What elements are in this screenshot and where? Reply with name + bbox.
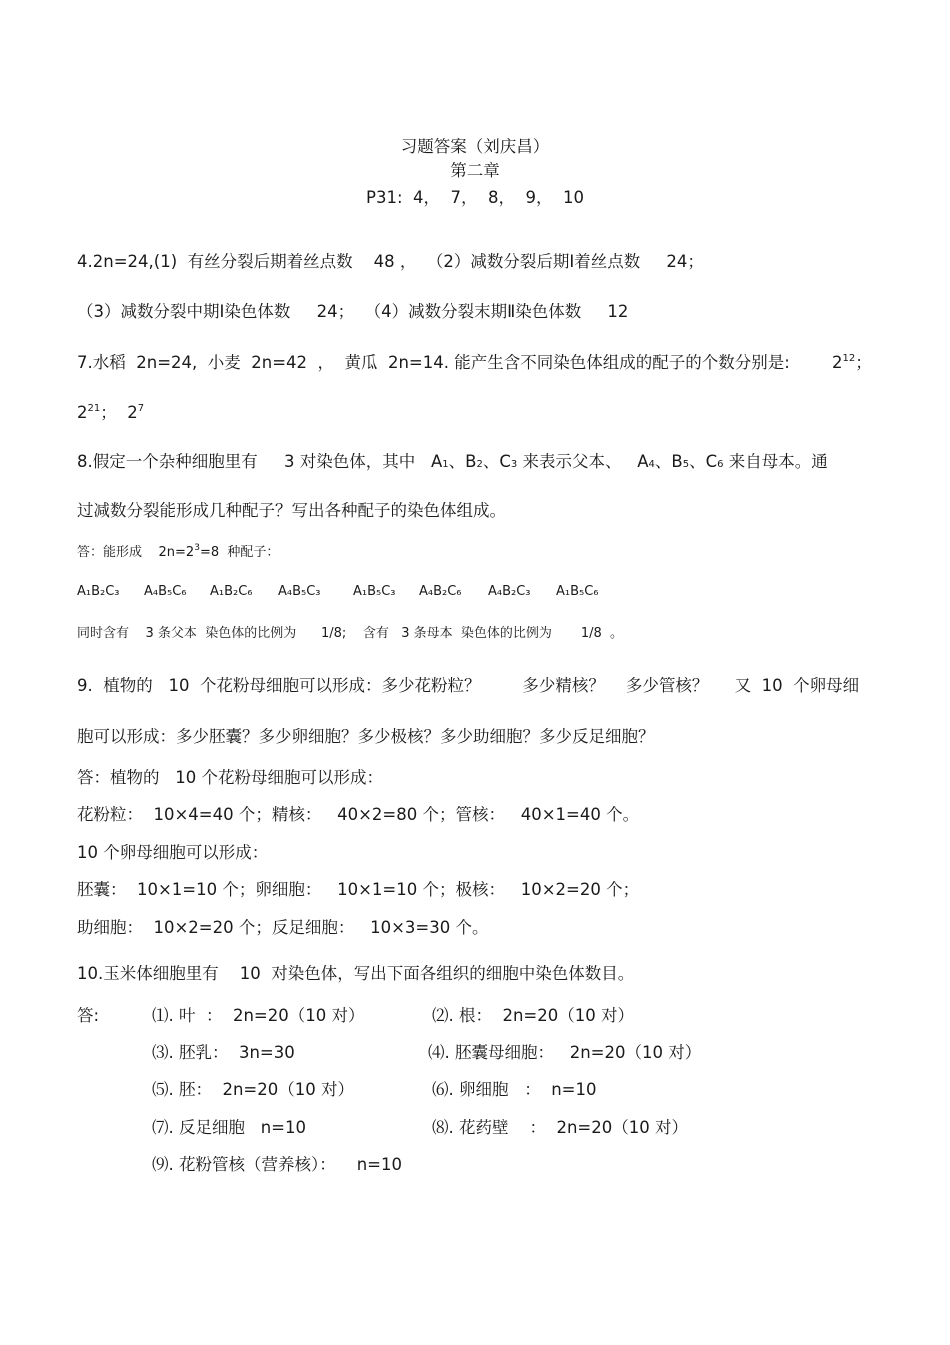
q10-item-pollen-tube-nucleus: ⑼. 花粉管核（营养核）： n=10 — [152, 1155, 402, 1174]
q9-answer-pollen: 花粉粒： 10×4=40 个；精核： 40×2=80 个；管核： 40×1=40 个。 — [77, 805, 640, 824]
gamete-5: A₁B₅C₃ — [353, 584, 396, 599]
q9-line-2: 胞可以形成：多少胚囊？多少卵细胞？多少极核？多少助细胞？多少反足细胞？ — [77, 727, 655, 746]
q10-item-endosperm: ⑶. 胚乳： 3n=30 — [152, 1043, 295, 1062]
page-reference: P31: 4， 7， 8， 9， 10 — [366, 188, 584, 207]
q4-line-1: 4.2n=24,(1) 有丝分裂后期着丝点数 48 ， （2）减数分裂后期Ⅰ着丝点数 24； — [77, 252, 704, 271]
q10-item-egg-cell: ⑹. 卵细胞 ： n=10 — [432, 1080, 597, 1099]
q8-line-1: 8.假定一个杂种细胞里有 3 对染色体，其中 A1、B2、C3 来表示父本、 A4、B5、C6 来自母本。通 — [77, 452, 828, 471]
gamete-2: A₄B₅C₆ — [144, 584, 187, 599]
q8-ratio: 同时含有 3 条父本 染色体的比例为 1/8; 含有 3 条母本 染色体的比例为 1/8 。 — [77, 626, 624, 641]
chapter-heading: 第二章 — [450, 161, 500, 180]
q10-item-anther-wall: ⑻. 花药壁 ： 2n=20（10 对） — [432, 1118, 688, 1137]
gamete-3: A₁B₂C₆ — [210, 584, 253, 599]
q7-answer-wheat-cucumber: $2^{21}$； $2^7$ — [77, 403, 145, 422]
q7-line-1: 7.水稻 2n=24, 小麦 2n=42 ， 黄瓜 2n=14. 能产生含不同染色体组成的配子的个数分别是: — [77, 353, 790, 372]
q9-line-1: 9. 植物的 10 个花粉母细胞可以形成：多少花粉粒？ 多少精核？ 多少管核？ 又 10 个卵母细 — [77, 676, 860, 695]
gamete-7: A₄B₂C₃ — [488, 584, 531, 599]
q8-line-2: 过减数分裂能形成几种配子？写出各种配子的染色体组成。 — [77, 501, 506, 520]
q10-item-root: ⑵. 根： 2n=20（10 对） — [432, 1006, 634, 1025]
q9-answer-egg-intro: 10 个卵母细胞可以形成： — [77, 843, 269, 862]
q9-answer-embryo-sac: 胚囊： 10×1=10 个；卵细胞： 10×1=10 个；极核： 10×2=20 个； — [77, 880, 640, 899]
q10-item-embryo-sac-mother: ⑷. 胚囊母细胞： 2n=20（10 对） — [428, 1043, 702, 1062]
q10-item-antipodal: ⑺. 反足细胞 n=10 — [152, 1118, 307, 1137]
gamete-8: A₁B₅C₆ — [556, 584, 599, 599]
q10-item-leaf: ⑴. 叶 ： 2n=20（10 对） — [152, 1006, 365, 1025]
q9-answer-intro: 答：植物的 10 个花粉母细胞可以形成： — [77, 768, 383, 787]
q10-answer-label: 答: — [77, 1006, 100, 1025]
q9-answer-synergid: 助细胞： 10×2=20 个；反足细胞： 10×3=30 个。 — [77, 918, 489, 937]
q10-item-embryo: ⑸. 胚： 2n=20（10 对） — [152, 1080, 354, 1099]
q7-answer-rice: $2^{12}$； — [832, 353, 872, 372]
document-title: 习题答案（刘庆昌） — [400, 137, 550, 156]
gamete-6: A₄B₂C₆ — [419, 584, 462, 599]
gamete-4: A₄B₅C₃ — [278, 584, 321, 599]
q10-line-1: 10.玉米体细胞里有 10 对染色体，写出下面各组织的细胞中染色体数目。 — [77, 964, 635, 983]
gamete-1: A₁B₂C₃ — [77, 584, 120, 599]
q4-line-2: （3）减数分裂中期Ⅰ染色体数 24； （4）减数分裂末期Ⅱ染色体数 12 — [77, 302, 629, 321]
q8-answer: 答：能形成 $2n=2^3=8$ 种配子： — [77, 543, 280, 560]
